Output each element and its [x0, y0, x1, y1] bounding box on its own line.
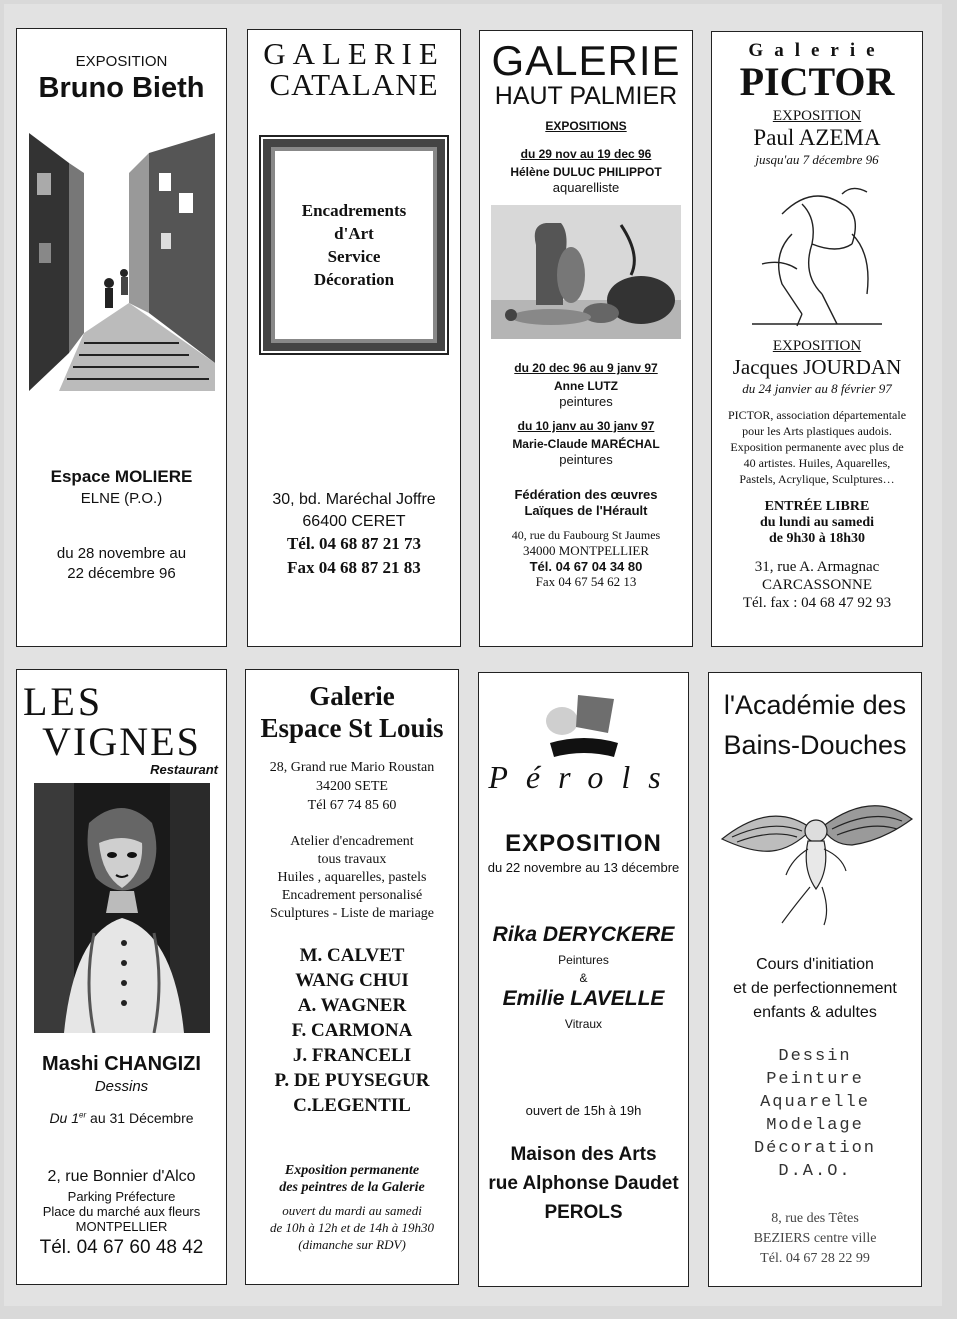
exhibition-1-dates: jusqu'au 7 décembre 96	[755, 152, 879, 167]
address: 30, bd. Maréchal Joffre	[272, 491, 436, 508]
telephone: Tél. 04 67 04 34 80	[529, 559, 643, 574]
address: 40, rue du Faubourg St Jaumes	[511, 528, 661, 542]
ad-bruno-bieth	[16, 28, 227, 647]
artist-1-name: Rika DERYCKERE	[492, 923, 675, 946]
exhibition-dates: du 22 novembre au 13 décembre	[487, 860, 680, 875]
artist-name: Bruno Bieth	[38, 72, 205, 104]
venue-line-3: PEROLS	[544, 1202, 623, 1223]
gallery-title-2: HAUT PALMIER	[494, 82, 678, 110]
ampersand: &	[579, 971, 588, 985]
frame-text-3: Service	[327, 247, 381, 266]
courses-line-3: enfants & adultes	[753, 1004, 877, 1021]
parking-line-3: MONTPELLIER	[75, 1219, 168, 1234]
frame-text-4: Décoration	[313, 270, 395, 289]
list-item: WANG CHUI	[295, 970, 409, 991]
address: 31, rue A. Armagnac	[754, 559, 880, 575]
cherub-engraving-image	[712, 779, 918, 929]
portrait-drawing-image	[34, 783, 210, 1033]
ad-les-vignes	[16, 669, 227, 1285]
list-item: J. FRANCELI	[292, 1045, 412, 1066]
exposition-kicker: EXPOSITION	[75, 53, 168, 70]
description-line-4: 40 artistes. Huiles, Aquarelles,	[743, 456, 891, 470]
exhibition-1-dates: du 29 nov au 19 dec 96	[520, 147, 652, 161]
exhibition-1-label: EXPOSITION	[772, 108, 862, 124]
perols-logo-shapes	[544, 689, 624, 759]
ad-perols	[478, 672, 689, 1287]
city: 66400 CERET	[302, 513, 406, 530]
exhibition-2-medium: peintures	[559, 394, 613, 409]
venue-line-1: Maison des Arts	[510, 1144, 657, 1165]
academy-title-1: l'Académie des	[723, 690, 907, 720]
dates-superscript: er	[79, 1110, 87, 1120]
gallery-title-2: Espace St Louis	[260, 713, 444, 743]
services-line-3: Huiles , aquarelles, pastels	[277, 870, 427, 885]
exhibition-2-artist: Jacques JOURDAN	[732, 355, 902, 379]
list-item: P. DE PUYSEGUR	[274, 1070, 430, 1091]
city: CARCASSONNE	[761, 577, 873, 593]
exhibition-2-dates: du 24 janvier au 8 février 97	[742, 381, 892, 396]
address: 8, rue des Têtes	[771, 1211, 859, 1226]
telephone: Tél. 04 67 60 48 42	[39, 1237, 204, 1258]
gallery-title-1: GALERIE	[263, 36, 445, 71]
restaurant-subtitle: Restaurant	[150, 762, 218, 777]
academy-title-2: Bains-Douches	[723, 730, 907, 760]
exhibition-3-artist: Marie-Claude MARÉCHAL	[512, 437, 660, 451]
list-item: Décoration	[753, 1139, 877, 1158]
frame-text-1: Encadrements	[301, 201, 407, 220]
list-item: M. CALVET	[299, 945, 405, 966]
exhibition-1-artist: Hélène DULUC PHILIPPOT	[510, 165, 662, 179]
courses-line-2: et de perfectionnement	[733, 980, 897, 997]
exhibition-1-artist: Paul AZEMA	[753, 125, 881, 150]
telephone: Tél. fax : 04 68 47 92 93	[742, 595, 892, 611]
parking-line-2: Place du marché aux fleurs	[42, 1204, 201, 1219]
organisation-line-2: Laïques de l'Hérault	[524, 503, 648, 518]
telephone: Tél. 04 68 87 21 73	[286, 534, 422, 553]
opening-hours: ouvert de 15h à 19h	[525, 1103, 642, 1118]
ad-galerie-catalane	[247, 29, 461, 647]
disciplines-list	[709, 1045, 921, 1183]
list-item: F. CARMONA	[291, 1020, 413, 1041]
ad-galerie-haut-palmier	[479, 30, 693, 647]
ad-galerie-espace-st-louis	[245, 669, 459, 1285]
telephone: Tél 67 74 85 60	[307, 798, 397, 813]
courses-line-1: Cours d'initiation	[756, 956, 874, 973]
opening-days: du lundi au samedi	[760, 515, 874, 530]
opening-hours: de 9h30 à 18h30	[768, 531, 866, 546]
street-drawing-image	[29, 133, 215, 391]
exhibition-3-dates: du 10 janv au 30 janv 97	[517, 419, 655, 433]
exhibition-2-label: EXPOSITION	[772, 338, 862, 354]
description-line-1: PICTOR, association départementale	[727, 408, 907, 422]
dates-line-2: 22 décembre 96	[67, 565, 176, 582]
artist-2-name: Emilie LAVELLE	[502, 987, 665, 1010]
hours-line-1: ouvert du mardi au samedi	[282, 1203, 422, 1218]
description-line-3: Exposition permanente avec plus de	[730, 440, 904, 454]
exhibition-3-medium: peintures	[559, 452, 613, 467]
list-item: Modelage	[766, 1116, 864, 1135]
telephone: Tél. 04 67 28 22 99	[760, 1251, 870, 1266]
still-life-painting-image	[491, 205, 681, 339]
artist-name: Mashi CHANGIZI	[42, 1053, 201, 1075]
artist-2-medium: Vitraux	[564, 1017, 603, 1031]
artist-medium: Dessins	[94, 1078, 149, 1095]
fax: Fax 04 68 87 21 83	[287, 558, 421, 577]
exhibition-2-artist: Anne LUTZ	[554, 379, 618, 393]
address: 2, rue Bonnier d'Alco	[47, 1168, 196, 1185]
organisation-line-1: Fédération des œuvres	[514, 487, 658, 502]
figure-sketch-image	[742, 174, 892, 332]
permanent-exhibition-2: des peintres de la Galerie	[279, 1180, 425, 1195]
list-item: Peinture	[766, 1070, 864, 1089]
services-line-2: tous travaux	[317, 852, 387, 867]
entry-free: ENTRÉE LIBRE	[764, 499, 870, 514]
parking-line-1: Parking Préfecture	[67, 1189, 176, 1204]
ad-galerie-pictor	[711, 31, 923, 647]
frame-text-2: d'Art	[334, 224, 374, 243]
galerie-word: Galerie	[748, 40, 886, 61]
exposition-heading: EXPOSITION	[505, 830, 662, 857]
services-line-5: Sculptures - Liste de mariage	[269, 906, 435, 921]
picture-frame	[263, 139, 445, 351]
list-item: C.LEGENTIL	[293, 1095, 411, 1116]
fax: Fax 04 67 54 62 13	[535, 574, 637, 589]
perols-logo-text: Pérols	[488, 759, 679, 795]
dates-suffix: au 31 Décembre	[86, 1110, 194, 1126]
restaurant-title-1: LES	[23, 679, 104, 724]
services-line-4: Encadrement personalisé	[281, 888, 423, 903]
exhibition-2-dates: du 20 dec 96 au 9 janv 97	[514, 361, 658, 375]
list-item: A. WAGNER	[297, 995, 407, 1016]
hours-line-2: de 10h à 12h et de 14h à 19h30	[270, 1220, 434, 1235]
list-item: Dessin	[778, 1047, 852, 1066]
gallery-title-2: CATALANE	[269, 67, 439, 102]
city: 34200 SETE	[316, 779, 388, 794]
description-line-5: Pastels, Acrylique, Sculptures…	[739, 472, 895, 486]
list-item: D.A.O.	[778, 1162, 852, 1181]
description-line-2: pour les Arts plastiques audois.	[742, 424, 892, 438]
artist-list	[246, 943, 458, 1118]
artist-1-medium: Peintures	[558, 953, 609, 967]
list-item: Aquarelle	[760, 1093, 870, 1112]
dates-prefix: Du 1	[49, 1110, 80, 1126]
gallery-name: PICTOR	[739, 59, 895, 104]
expositions-heading: EXPOSITIONS	[545, 119, 627, 133]
exhibition-1-medium: aquarelliste	[552, 180, 620, 195]
restaurant-title-2: VIGNES	[42, 719, 201, 764]
exhibition-dates	[17, 1110, 226, 1126]
city: 34000 MONTPELLIER	[522, 543, 650, 558]
services-line-1: Atelier d'encadrement	[290, 834, 414, 849]
venue-town: ELNE (P.O.)	[80, 490, 163, 507]
city: BEZIERS centre ville	[753, 1231, 877, 1246]
venue-name: Espace MOLIERE	[50, 467, 193, 486]
dates-line-1: du 28 novembre au	[56, 545, 187, 562]
permanent-exhibition-1: Exposition permanente	[284, 1163, 420, 1178]
venue-line-2: rue Alphonse Daudet	[488, 1173, 679, 1194]
address: 28, Grand rue Mario Roustan	[269, 760, 435, 775]
gallery-title-1: GALERIE	[491, 37, 681, 84]
hours-line-3: (dimanche sur RDV)	[298, 1237, 406, 1252]
gallery-title-1: Galerie	[309, 681, 395, 711]
ad-academie-bains-douches	[708, 672, 922, 1287]
